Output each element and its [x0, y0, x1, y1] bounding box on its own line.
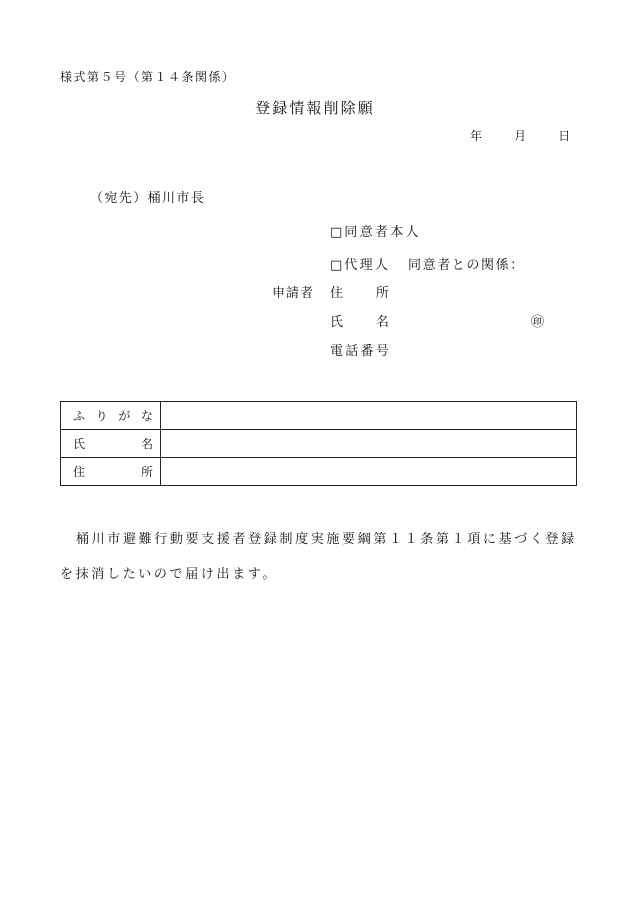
checkbox-consenter-self[interactable]: □	[330, 225, 343, 240]
subject-info-table	[60, 401, 577, 486]
statement-line-2: を抹消したいので届け出ます。	[60, 567, 279, 582]
checkbox-agent[interactable]: □	[330, 258, 343, 273]
option-consenter-self[interactable]	[330, 225, 421, 241]
page-title: 登録情報削除願	[255, 99, 375, 117]
subject-address-field[interactable]	[161, 458, 577, 486]
table-row	[61, 430, 577, 458]
option-agent-label: 代理人	[344, 258, 391, 273]
relation-field-label[interactable]: 同意者との関係：	[408, 258, 525, 273]
subject-name-label: 氏 名	[61, 430, 161, 458]
date-line[interactable]: 年 月 日	[470, 129, 573, 143]
subject-name-field[interactable]	[161, 430, 577, 458]
furigana-field[interactable]	[161, 402, 577, 430]
applicant-name-label[interactable]: 氏 名	[330, 315, 392, 330]
statement-line-1: 桶川市避難行動要支援者登録制度実施要綱第１１条第１項に基づく登録	[76, 532, 577, 547]
option-agent[interactable]	[330, 258, 390, 274]
applicant-heading: 申請者	[272, 286, 315, 301]
table-row	[61, 402, 577, 430]
table-row	[61, 458, 577, 486]
applicant-address-label[interactable]: 住 所	[330, 286, 392, 301]
seal-mark: ㊞	[531, 315, 545, 330]
form-number: 様式第５号（第１４条関係）	[60, 70, 236, 84]
addressee: （宛先）桶川市長	[90, 191, 206, 206]
furigana-label: ふりがな	[61, 402, 161, 430]
option-consenter-self-label: 同意者本人	[344, 225, 421, 240]
applicant-phone-label[interactable]: 電話番号	[330, 344, 392, 359]
subject-address-label: 住 所	[61, 458, 161, 486]
